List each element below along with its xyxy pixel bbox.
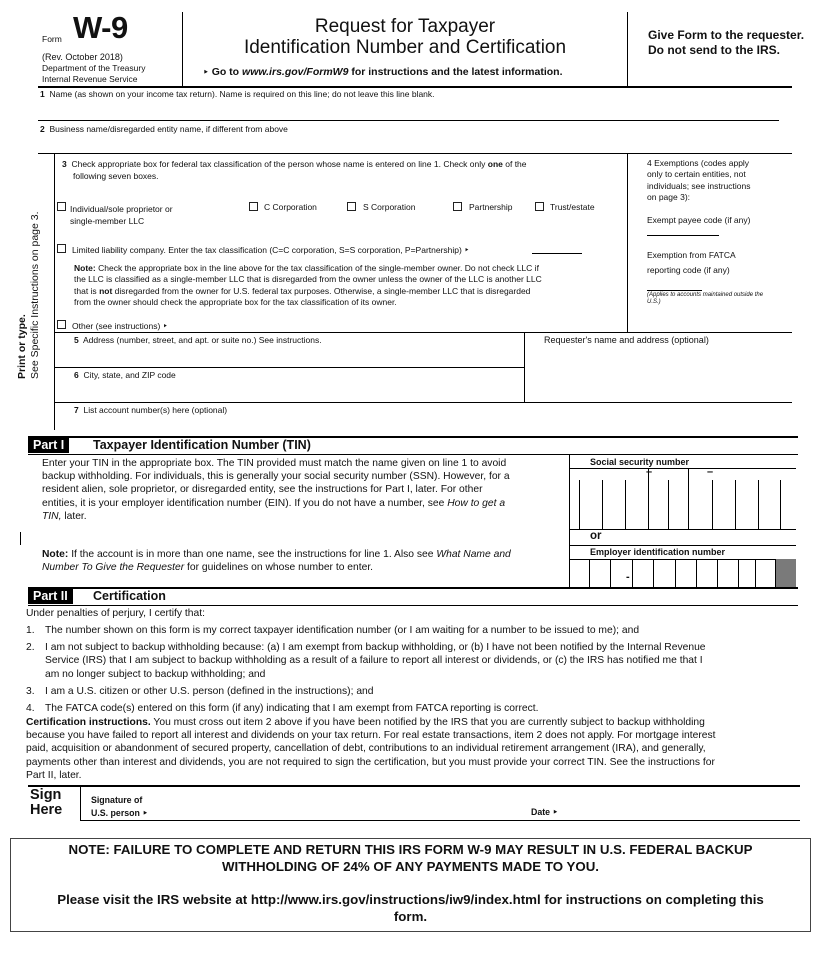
line3-num: 3 <box>62 159 67 169</box>
part1-line-4a: entities, it is your employer identification number (EIN). If you do not have a number, see <box>42 497 445 509</box>
cert-item-2-line-1: I am not subject to backup withholding because: (a) I am exempt from backup withholding, or (b) I have not been notified by the Internal Revenue <box>45 642 706 654</box>
cert-item-1-num: 1. <box>26 625 35 636</box>
ssn-digit-7[interactable] <box>713 488 735 508</box>
cert-item-2-line-3: am no longer subject to backup withholding; and <box>45 668 266 680</box>
cert-item-4-text: The FATCA code(s) entered on this form (if any) indicating that I am exempt from FATCA reporting is correct. <box>45 703 539 715</box>
fatca-note-1: (Applies to accounts maintained outside the <box>647 292 764 298</box>
line6-num: 6 <box>74 370 79 380</box>
side-instructions <box>16 139 42 379</box>
partnership-checkbox[interactable] <box>453 202 462 211</box>
goto-instructions <box>203 66 563 78</box>
part1-note-italic-2: Number To Give the Requester <box>42 562 185 574</box>
ein-grid <box>569 559 796 587</box>
ein-digit-9[interactable] <box>756 563 775 583</box>
exempt-payee-label: Exempt payee code (if any) <box>647 215 751 225</box>
sign-here <box>30 788 62 818</box>
fatca-label-1: Exemption from FATCA <box>647 250 736 260</box>
line2-label <box>40 124 288 134</box>
signature-input[interactable] <box>160 800 520 818</box>
arrow-icon: ‣ <box>464 245 470 255</box>
line5-text: Address (number, street, and apt. or suite no.) See instructions. <box>83 335 322 345</box>
revision-date: (Rev. October 2018) <box>42 52 123 62</box>
note-line-3b: disregarded from the owner for U.S. federal tax purposes. Otherwise, a single-member LLC that is disregarded <box>114 285 531 296</box>
cert-instructions-line-1: You must cross out item 2 above if you have been notified by the IRS that you are currently subject to backup withholding <box>153 717 705 728</box>
ein-digit-7[interactable] <box>718 563 738 583</box>
exemptions-line-2: only to certain entities, not <box>647 169 746 180</box>
ssn-digit-8[interactable] <box>736 488 758 508</box>
c-corporation-label: C Corporation <box>264 202 317 212</box>
note-line-3a: that is <box>74 285 97 296</box>
llc-note <box>74 263 626 308</box>
part1-line-5b: later. <box>64 510 87 522</box>
name-input[interactable] <box>55 101 775 117</box>
other-text: Other (see instructions) <box>72 321 161 331</box>
business-name-input[interactable] <box>55 135 775 151</box>
cert-item-2 <box>26 641 796 681</box>
line1-text: Name (as shown on your income tax return). Name is required on this line; do not leave this line blank. <box>49 89 435 99</box>
notice-line-3: Please visit the IRS website at http://www.irs.gov/instructions/iw9/index.html for instructions on completing this <box>57 892 764 907</box>
ssn-digit-5[interactable] <box>669 488 688 508</box>
other-checkbox[interactable] <box>57 320 66 329</box>
line1-label <box>40 89 435 99</box>
arrow-icon: ‣ <box>142 808 148 818</box>
s-corporation-label: S Corporation <box>363 202 416 212</box>
requester-input[interactable] <box>532 350 787 395</box>
line5-num: 5 <box>74 335 79 345</box>
line2-num: 2 <box>40 124 45 134</box>
cert-instructions-line-4: payments other than interest and dividends, you are not required to sign the certification, but you must provide your correct TIN. See the instructions for <box>26 756 715 768</box>
line3-text-c: following seven boxes. <box>73 171 159 181</box>
ein-last-cell <box>776 559 796 587</box>
line6-text: City, state, and ZIP code <box>83 370 176 380</box>
irs-link[interactable]: www.irs.gov/FormW9 <box>242 66 349 78</box>
part1-note <box>42 548 567 574</box>
part1-note-italic-1: What Name and <box>436 549 511 560</box>
cert-instructions-label: Certification instructions. <box>26 717 151 728</box>
notice-line-4: form. <box>393 909 428 924</box>
ssn-digit-2[interactable] <box>603 488 625 508</box>
part1-label: Part I <box>28 438 69 453</box>
print-or-type: Print or type. <box>16 314 28 379</box>
cert-instructions-line-2: because you have failed to report all interest and dividends on your tax return. For real estate transactions, item 2 does not apply. For mortgage interest <box>26 730 716 742</box>
account-numbers-input[interactable] <box>74 416 784 430</box>
line7-num: 7 <box>74 405 79 415</box>
part1-note-text-2: for guidelines on whose number to enter. <box>187 562 374 574</box>
title-line-1: Request for Taxpayer <box>314 16 496 37</box>
ein-dash: - <box>626 571 630 583</box>
form-word: Form <box>42 34 62 44</box>
ein-digit-6[interactable] <box>697 563 717 583</box>
arrow-icon: ‣ <box>203 67 209 77</box>
note-line-3-not: not <box>99 285 113 296</box>
exemptions-line-1: 4 Exemptions (codes apply <box>647 158 750 168</box>
line3-label <box>62 158 622 182</box>
cert-instructions-line-3: paid, acquisition or abandonment of secured property, cancellation of debt, contributions to an individual retirement arrangement (IRA), and generally, <box>26 743 706 755</box>
c-corporation-checkbox[interactable] <box>249 202 258 211</box>
certification-items <box>26 624 796 715</box>
signature-label-1: Signature of <box>91 795 143 805</box>
notice-warning <box>10 841 811 875</box>
ssn-digit-1[interactable] <box>580 488 602 508</box>
sign-word: Sign <box>30 787 62 803</box>
individual-label-2: single-member LLC <box>70 216 145 226</box>
fatca-note-2: U.S.) <box>647 299 661 305</box>
ein-digit-1[interactable] <box>570 563 589 583</box>
line7-label <box>74 405 227 415</box>
line2-text: Business name/disregarded entity name, if different from above <box>49 124 288 134</box>
here-word: Here <box>30 802 63 818</box>
part1-note-text: If the account is in more than one name, see the instructions for line 1. Also see <box>71 549 434 560</box>
llc-text: Limited liability company. Enter the tax classification (C=C corporation, S=S corporation, P=Partnership) <box>72 245 462 255</box>
cert-item-2-num: 2. <box>26 642 35 654</box>
ssn-grid <box>569 468 796 529</box>
trust-estate-label: Trust/estate <box>550 202 595 212</box>
part1-instructions <box>42 457 567 523</box>
goto-suffix: for instructions and the latest information. <box>351 66 563 78</box>
ssn-digit-4[interactable] <box>649 488 668 508</box>
agency: Internal Revenue Service <box>42 74 138 84</box>
part1-line-3: resident alien, sole proprietor, or disregarded entity, see the instructions for Part I, later. For other <box>42 484 483 496</box>
cert-item-2-line-2: Service (IRS) that I am subject to backup withholding as a result of a failure to report all interest or dividends, or (c) the IRS has notified me that I <box>45 655 703 667</box>
cert-item-4 <box>26 702 796 715</box>
fatca-input[interactable] <box>647 276 702 288</box>
cert-item-1-text: The number shown on this form is my correct taxpayer identification number (or I am waiting for a number to be issued to me); and <box>45 625 640 636</box>
arrow-icon: ‣ <box>162 321 168 331</box>
trust-estate-checkbox[interactable] <box>535 202 544 211</box>
cert-item-1 <box>26 624 796 637</box>
ssn-digit-6[interactable] <box>689 488 712 508</box>
exemptions-line-3: individuals; see instructions <box>647 180 751 191</box>
part1-note-label: Note: <box>42 549 69 560</box>
ein-digit-4[interactable] <box>654 563 675 583</box>
city-state-zip-input[interactable] <box>74 382 514 398</box>
ein-digit-5[interactable] <box>676 563 696 583</box>
individual-label <box>70 203 173 227</box>
or-label: or <box>590 530 602 542</box>
arrow-icon: ‣ <box>552 807 559 817</box>
s-corporation-checkbox[interactable] <box>347 202 356 211</box>
line3-text-a: Check appropriate box for federal tax classification of the person whose name is entered on line 1. Check only <box>71 159 486 169</box>
cert-item-3-num: 3. <box>26 685 35 697</box>
cert-item-3-text: I am a U.S. citizen or other U.S. person (defined in the instructions); and <box>45 685 374 697</box>
notice-visit <box>10 891 811 925</box>
cert-instructions-line-5: Part II, later. <box>26 769 82 781</box>
line1-num: 1 <box>40 89 45 99</box>
line3-text-b: of the <box>505 159 527 169</box>
certification-intro: Under penalties of perjury, I certify that: <box>26 608 205 619</box>
other-input[interactable] <box>185 318 615 331</box>
part2-label: Part II <box>28 589 73 604</box>
part1-line-4-italic: How to get a <box>447 497 506 509</box>
address-input[interactable] <box>74 348 514 364</box>
part1-title: Taxpayer Identification Number (TIN) <box>93 438 311 452</box>
cert-item-4-num: 4. <box>26 703 35 715</box>
line7-text: List account number(s) here (optional) <box>83 405 228 415</box>
llc-checkbox[interactable] <box>57 244 66 253</box>
note-line-1: Check the appropriate box in the line above for the tax classification of the single-member owner. Do not check LLC if <box>98 263 539 273</box>
exempt-payee-input[interactable] <box>647 222 717 234</box>
other-label <box>72 321 168 332</box>
date-label <box>531 807 558 818</box>
ssn-dash-2: – <box>707 466 714 478</box>
text-cursor <box>20 532 21 545</box>
individual-label-1: Individual/sole proprietor or <box>70 204 173 214</box>
note-line-2: the LLC is classified as a single-member LLC that is disregarded from the owner unless the owner of the LLC is another LLC <box>74 274 542 285</box>
note-line-4: from the owner should check the appropriate box for the tax classification of its owner. <box>74 296 397 307</box>
see-specific-instructions: See Specific Instructions on page 3. <box>29 211 41 379</box>
ein-digit-8[interactable] <box>739 563 755 583</box>
exemptions-label <box>647 158 792 203</box>
notice-line-1: NOTE: FAILURE TO COMPLETE AND RETURN THIS IRS FORM W-9 MAY RESULT IN U.S. FEDERAL BACKUP <box>68 842 753 857</box>
cert-item-3 <box>26 685 796 698</box>
title-line-2: Identification Number and Certification <box>243 37 567 58</box>
signature-label <box>91 794 148 820</box>
signature-label-2: U.S. person <box>91 808 140 818</box>
ssn-digit-3[interactable] <box>626 488 648 508</box>
partnership-label: Partnership <box>469 202 513 212</box>
line3-one: one <box>487 159 503 169</box>
part1-line-5-italic: TIN, <box>42 510 62 522</box>
date-text: Date <box>531 807 551 817</box>
ssn-label: Social security number <box>590 457 690 467</box>
form-title <box>190 16 620 58</box>
notice-line-2: WITHHOLDING OF 24% OF ANY PAYMENTS MADE TO YOU. <box>221 859 600 874</box>
requester-label: Requester's name and address (optional) <box>544 335 709 345</box>
certification-instructions <box>26 716 806 782</box>
exemptions-line-4: on page 3): <box>647 191 691 202</box>
individual-checkbox[interactable] <box>57 202 66 211</box>
ein-digit-3[interactable] <box>633 563 653 583</box>
ein-digit-2[interactable] <box>590 563 610 583</box>
llc-label <box>72 245 469 256</box>
part1-line-2: backup withholding. For individuals, this is generally your social security number (SSN). However, for a <box>42 471 510 483</box>
date-input[interactable] <box>570 802 790 819</box>
ein-label: Employer identification number <box>590 547 726 557</box>
part1-line-1: Enter your TIN in the appropriate box. The TIN provided must match the name given on line 1 to avoid <box>42 458 507 469</box>
ssn-digit-9[interactable] <box>759 488 780 508</box>
line5-label <box>74 335 322 345</box>
part2-title: Certification <box>93 589 166 603</box>
fatca-label-2: reporting code (if any) <box>647 265 730 275</box>
fatca-note <box>647 292 797 306</box>
goto-prefix: Go to <box>211 66 240 78</box>
ssn-dash-1: – <box>646 466 653 478</box>
give-form-note: Give Form to the requester. Do not send to the IRS. <box>648 28 805 57</box>
form-number: W-9 <box>73 10 128 45</box>
department: Department of the Treasury <box>42 63 146 73</box>
line6-label <box>74 370 176 380</box>
note-label: Note: <box>74 263 96 273</box>
